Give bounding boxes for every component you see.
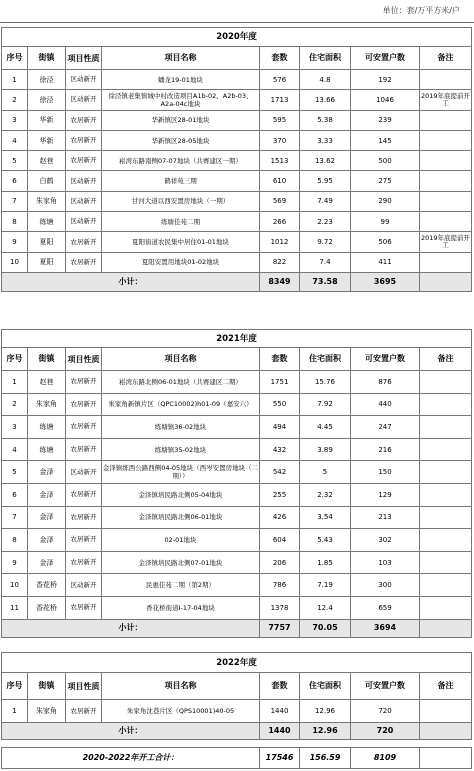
cell-area: 7.92 <box>300 393 351 416</box>
cell-project: 朱家角沈巷片区（QPS10001)40-05 <box>102 700 260 723</box>
header-no: 序号 <box>2 673 28 700</box>
cell-households: 239 <box>351 110 420 130</box>
cell-nature: 区动新开 <box>66 574 102 597</box>
cell-note <box>420 371 472 394</box>
cell-note <box>420 574 472 597</box>
cell-note <box>420 506 472 529</box>
header-project: 项目名称 <box>102 47 260 70</box>
cell-households: 213 <box>351 506 420 529</box>
cell-units: 1713 <box>260 90 300 110</box>
cell-units: 604 <box>260 529 300 552</box>
cell-units: 206 <box>260 551 300 574</box>
cell-area: 4.45 <box>300 416 351 439</box>
cell-households: 216 <box>351 438 420 461</box>
header-households: 可安置户数 <box>351 47 420 70</box>
header-nature: 项目性质 <box>66 348 102 371</box>
cell-units: 569 <box>260 191 300 211</box>
cell-no: 1 <box>2 700 28 723</box>
cell-households: 192 <box>351 70 420 90</box>
cell-households: 411 <box>351 252 420 272</box>
cell-nature: 农居新开 <box>66 151 102 171</box>
header-area: 住宅面积 <box>300 673 351 700</box>
grand-total-note <box>420 748 472 769</box>
cell-town: 金泽 <box>28 461 66 484</box>
header-units: 套数 <box>260 673 300 700</box>
cell-households: 506 <box>351 232 420 252</box>
unit-label: 单位：套/万平方米/户 <box>382 6 460 15</box>
cell-nature: 农居新开 <box>66 438 102 461</box>
cell-nature: 农居新开 <box>66 529 102 552</box>
cell-units: 266 <box>260 212 300 232</box>
cell-households: 145 <box>351 130 420 150</box>
table-2022 <box>1 652 472 740</box>
cell-town: 徐泾 <box>28 70 66 90</box>
table-row <box>2 110 472 130</box>
table-row <box>2 551 472 574</box>
header-note: 备注 <box>420 673 472 700</box>
cell-note <box>420 438 472 461</box>
cell-nature: 农居新开 <box>66 551 102 574</box>
cell-area: 13.66 <box>300 90 351 110</box>
table-row <box>2 90 472 110</box>
cell-units: 550 <box>260 393 300 416</box>
cell-area: 3.89 <box>300 438 351 461</box>
cell-area: 3.33 <box>300 130 351 150</box>
cell-area: 15.76 <box>300 371 351 394</box>
header-units: 套数 <box>260 348 300 371</box>
cell-town: 徐泾 <box>28 90 66 110</box>
cell-units: 595 <box>260 110 300 130</box>
cell-project: 金泽镇练西公路西侧04-05地块（西岑安置房地块（二期）） <box>102 461 260 484</box>
cell-area: 2.32 <box>300 483 351 506</box>
table-row <box>2 461 472 484</box>
cell-town: 华新 <box>28 110 66 130</box>
cell-town: 练塘 <box>28 438 66 461</box>
table-row <box>2 151 472 171</box>
cell-households: 876 <box>351 371 420 394</box>
cell-no: 4 <box>2 130 28 150</box>
subtotal-row <box>2 272 472 291</box>
cell-households: 103 <box>351 551 420 574</box>
table-2020 <box>1 27 472 292</box>
cell-note <box>420 551 472 574</box>
header-note: 备注 <box>420 348 472 371</box>
table-row <box>2 506 472 529</box>
cell-area: 7.49 <box>300 191 351 211</box>
table-row <box>2 393 472 416</box>
subtotal-households: 3695 <box>351 272 420 291</box>
cell-nature: 区动新开 <box>66 171 102 191</box>
header-town: 街镇 <box>28 47 66 70</box>
cell-note <box>420 70 472 90</box>
year-title-2022: 2022年度 <box>2 653 472 673</box>
cell-project: 蟠龙19-01地块 <box>102 70 260 90</box>
header-no: 序号 <box>2 47 28 70</box>
cell-households: 247 <box>351 416 420 439</box>
subtotal-row <box>2 723 472 740</box>
cell-area: 12.4 <box>300 596 351 619</box>
cell-area: 9.72 <box>300 232 351 252</box>
table-row <box>2 574 472 597</box>
cell-nature: 农居新开 <box>66 483 102 506</box>
cell-note: 2019年底提前开工 <box>420 90 472 110</box>
cell-note <box>420 151 472 171</box>
cell-area: 5.95 <box>300 171 351 191</box>
cell-no: 1 <box>2 70 28 90</box>
cell-town: 练塘 <box>28 212 66 232</box>
table-row <box>2 483 472 506</box>
cell-area: 3.54 <box>300 506 351 529</box>
subtotal-label: 小计： <box>2 272 260 291</box>
cell-project: 徐泾镇老集镇城中村改造项目A1b-02、A2b-03、A2a-04c地块 <box>102 90 260 110</box>
cell-no: 3 <box>2 416 28 439</box>
cell-no: 4 <box>2 438 28 461</box>
header-project: 项目名称 <box>102 673 260 700</box>
cell-town: 华新 <box>28 130 66 150</box>
subtotal-note <box>420 272 472 291</box>
header-no: 序号 <box>2 348 28 371</box>
cell-project: 金泽镇培民路北侧05-04地块 <box>102 483 260 506</box>
cell-project: 02-01地块 <box>102 529 260 552</box>
table-row <box>2 212 472 232</box>
grand-total-table <box>1 747 472 769</box>
cell-households: 129 <box>351 483 420 506</box>
cell-no: 7 <box>2 191 28 211</box>
table-row <box>2 438 472 461</box>
cell-town: 金泽 <box>28 551 66 574</box>
cell-note <box>420 393 472 416</box>
subtotal-units: 7757 <box>260 619 300 637</box>
cell-note <box>420 461 472 484</box>
cell-town: 白鹤 <box>28 171 66 191</box>
cell-units: 610 <box>260 171 300 191</box>
cell-note <box>420 171 472 191</box>
cell-units: 1440 <box>260 700 300 723</box>
table-row <box>2 191 472 211</box>
cell-units: 1513 <box>260 151 300 171</box>
cell-note <box>420 110 472 130</box>
cell-no: 10 <box>2 574 28 597</box>
cell-note <box>420 130 472 150</box>
cell-units: 370 <box>260 130 300 150</box>
year-title-2021: 2021年度 <box>2 330 472 348</box>
cell-nature: 农居新开 <box>66 110 102 130</box>
cell-no: 5 <box>2 461 28 484</box>
header-area: 住宅面积 <box>300 348 351 371</box>
header-units: 套数 <box>260 47 300 70</box>
cell-nature: 农居新开 <box>66 416 102 439</box>
cell-project: 香花桥街道I-17-04地块 <box>102 596 260 619</box>
subtotal-label: 小计： <box>2 619 260 637</box>
subtotal-households: 720 <box>351 723 420 740</box>
cell-note <box>420 483 472 506</box>
cell-units: 786 <box>260 574 300 597</box>
cell-project: 崧湾东路北侧06-01地块（共赛建区二期） <box>102 371 260 394</box>
table-row <box>2 371 472 394</box>
cell-town: 夏阳 <box>28 252 66 272</box>
cell-area: 2.23 <box>300 212 351 232</box>
cell-nature: 农居新开 <box>66 596 102 619</box>
table-row <box>2 416 472 439</box>
cell-households: 440 <box>351 393 420 416</box>
cell-no: 8 <box>2 529 28 552</box>
table-row <box>2 171 472 191</box>
cell-project: 练塘镇36-02地块 <box>102 416 260 439</box>
table-row <box>2 252 472 272</box>
cell-units: 494 <box>260 416 300 439</box>
cell-units: 1378 <box>260 596 300 619</box>
cell-no: 2 <box>2 393 28 416</box>
cell-no: 11 <box>2 596 28 619</box>
header-households: 可安置户数 <box>351 673 420 700</box>
cell-households: 659 <box>351 596 420 619</box>
table-2021 <box>1 329 472 638</box>
grand-total-units: 17546 <box>260 748 300 769</box>
cell-nature: 区动新开 <box>66 461 102 484</box>
cell-town: 朱家角 <box>28 700 66 723</box>
cell-units: 1012 <box>260 232 300 252</box>
cell-town: 香花桥 <box>28 574 66 597</box>
cell-project: 练塘佳苑二期 <box>102 212 260 232</box>
cell-no: 3 <box>2 110 28 130</box>
subtotal-note <box>420 619 472 637</box>
cell-note <box>420 212 472 232</box>
cell-no: 6 <box>2 171 28 191</box>
cell-no: 2 <box>2 90 28 110</box>
header-nature: 项目性质 <box>66 47 102 70</box>
top-border <box>0 22 474 23</box>
header-town: 街镇 <box>28 348 66 371</box>
cell-area: 7.19 <box>300 574 351 597</box>
cell-no: 7 <box>2 506 28 529</box>
cell-households: 720 <box>351 700 420 723</box>
cell-households: 150 <box>351 461 420 484</box>
cell-area: 7.4 <box>300 252 351 272</box>
cell-project: 夏阳安置用地块01-02地块 <box>102 252 260 272</box>
cell-project: 甘河大道以西安置房地块（一期） <box>102 191 260 211</box>
cell-nature: 农居新开 <box>66 393 102 416</box>
header-area: 住宅面积 <box>300 47 351 70</box>
cell-town: 香花桥 <box>28 596 66 619</box>
cell-households: 99 <box>351 212 420 232</box>
cell-project: 华新镇区28-05地块 <box>102 130 260 150</box>
table-row <box>2 529 472 552</box>
cell-town: 金泽 <box>28 529 66 552</box>
header-town: 街镇 <box>28 673 66 700</box>
subtotal-units: 8349 <box>260 272 300 291</box>
cell-households: 1046 <box>351 90 420 110</box>
cell-units: 426 <box>260 506 300 529</box>
cell-project: 民惠佳苑二期（第2期） <box>102 574 260 597</box>
cell-note <box>420 252 472 272</box>
cell-area: 5.38 <box>300 110 351 130</box>
cell-nature: 区动新开 <box>66 70 102 90</box>
cell-town: 朱家角 <box>28 393 66 416</box>
table-row <box>2 596 472 619</box>
cell-nature: 区动新开 <box>66 191 102 211</box>
cell-units: 255 <box>260 483 300 506</box>
cell-project: 华新镇区28-01地块 <box>102 110 260 130</box>
cell-households: 290 <box>351 191 420 211</box>
cell-nature: 农居新开 <box>66 130 102 150</box>
cell-no: 9 <box>2 232 28 252</box>
header-nature: 项目性质 <box>66 673 102 700</box>
cell-area: 1.85 <box>300 551 351 574</box>
cell-town: 赵巷 <box>28 371 66 394</box>
cell-area: 12.96 <box>300 700 351 723</box>
subtotal-area: 12.96 <box>300 723 351 740</box>
cell-project: 金泽镇培民路北侧06-01地块 <box>102 506 260 529</box>
cell-households: 300 <box>351 574 420 597</box>
cell-project: 夏阳街道农民集中居住01-01地块 <box>102 232 260 252</box>
subtotal-label: 小计： <box>2 723 260 740</box>
subtotal-area: 70.05 <box>300 619 351 637</box>
cell-town: 朱家角 <box>28 191 66 211</box>
cell-nature: 区动新开 <box>66 90 102 110</box>
subtotal-area: 73.58 <box>300 272 351 291</box>
cell-households: 500 <box>351 151 420 171</box>
cell-town: 金泽 <box>28 506 66 529</box>
cell-note <box>420 416 472 439</box>
header-project: 项目名称 <box>102 348 260 371</box>
cell-units: 1751 <box>260 371 300 394</box>
cell-nature: 农居新开 <box>66 232 102 252</box>
grand-total-area: 156.59 <box>300 748 351 769</box>
cell-nature: 农居新开 <box>66 252 102 272</box>
cell-no: 8 <box>2 212 28 232</box>
cell-area: 13.62 <box>300 151 351 171</box>
cell-households: 302 <box>351 529 420 552</box>
header-note: 备注 <box>420 47 472 70</box>
cell-nature: 区动新开 <box>66 212 102 232</box>
subtotal-units: 1440 <box>260 723 300 740</box>
cell-area: 5 <box>300 461 351 484</box>
cell-project: 鹤祥苑三期 <box>102 171 260 191</box>
cell-no: 10 <box>2 252 28 272</box>
cell-households: 275 <box>351 171 420 191</box>
grand-total-households: 8109 <box>351 748 420 769</box>
cell-nature: 农居新开 <box>66 700 102 723</box>
table-row <box>2 70 472 90</box>
cell-units: 432 <box>260 438 300 461</box>
table-row <box>2 700 472 723</box>
subtotal-households: 3694 <box>351 619 420 637</box>
table-row <box>2 130 472 150</box>
cell-no: 1 <box>2 371 28 394</box>
cell-no: 9 <box>2 551 28 574</box>
cell-project: 金泽镇培民路北侧07-01地块 <box>102 551 260 574</box>
cell-nature: 农居新开 <box>66 371 102 394</box>
cell-units: 576 <box>260 70 300 90</box>
cell-project: 崧湾东路南侧07-07地块（共赛建区一期） <box>102 151 260 171</box>
cell-nature: 农居新开 <box>66 506 102 529</box>
cell-project: 朱家角新镇片区（QPC10002)h01-09（嘉安六） <box>102 393 260 416</box>
cell-town: 金泽 <box>28 483 66 506</box>
cell-note <box>420 596 472 619</box>
cell-project: 练塘镇35-02地块 <box>102 438 260 461</box>
cell-area: 5.43 <box>300 529 351 552</box>
cell-town: 练塘 <box>28 416 66 439</box>
grand-total-label: 2020-2022年开工合计： <box>2 748 260 769</box>
cell-note <box>420 529 472 552</box>
cell-note <box>420 700 472 723</box>
subtotal-note <box>420 723 472 740</box>
cell-town: 赵巷 <box>28 151 66 171</box>
cell-note <box>420 191 472 211</box>
cell-units: 542 <box>260 461 300 484</box>
cell-area: 4.8 <box>300 70 351 90</box>
table-row <box>2 232 472 252</box>
cell-town: 夏阳 <box>28 232 66 252</box>
cell-no: 5 <box>2 151 28 171</box>
cell-no: 6 <box>2 483 28 506</box>
cell-units: 822 <box>260 252 300 272</box>
year-title-2020: 2020年度 <box>2 28 472 47</box>
cell-note: 2019年底提前开工 <box>420 232 472 252</box>
subtotal-row <box>2 619 472 637</box>
header-households: 可安置户数 <box>351 348 420 371</box>
